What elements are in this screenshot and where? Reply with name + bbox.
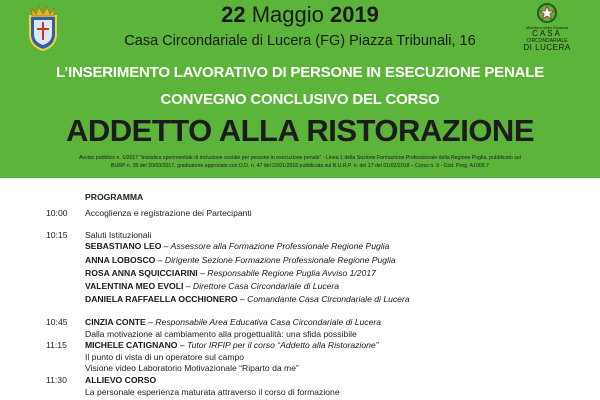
program-text: Il punto di vista di un operatore sul campo — [85, 352, 245, 362]
speaker-name: ANNA LOBOSCO — [85, 255, 156, 265]
program-text: Saluti Istituzionali — [85, 230, 152, 240]
speaker-name: ALLIEVO CORSO — [85, 375, 157, 385]
speaker-role: – Tutor IRFIP per il corso “Addetto alla Ristorazione” — [177, 340, 379, 350]
program-section — [0, 180, 600, 400]
program-time: 11:15 — [46, 340, 67, 350]
ministry-name: Ministero della Giustizia — [525, 25, 569, 30]
ministry-casa: CASA — [532, 29, 562, 38]
subtitle-line-2: CONVEGNO CONCLUSIVO DEL CORSO — [160, 91, 440, 108]
speaker-role: – Comandante Casa Circondariale di Lucera — [237, 294, 410, 304]
speaker-name: MICHELE CATIGNANO — [85, 340, 178, 350]
date-month: Maggio — [251, 2, 324, 27]
date-year: 2019 — [329, 2, 379, 27]
program-text: La personale esperienza maturata attraverso il corso di formazione — [85, 387, 340, 397]
notice-line-1: Avviso pubblico n. 1/2017 “Iniziativa sperimentale di inclusione sociale per persone in esecuzione penale” - Linea 1 della Sezione Formazione Professionale della Regione Puglia, pubblicato sul — [79, 155, 521, 161]
speaker-name: VALENTINA MEO EVOLI — [85, 281, 184, 291]
program-time: 11:30 — [46, 375, 67, 385]
speaker-name: ROSA ANNA SQUICCIARINI — [85, 268, 198, 278]
speaker-role: – Responsabile Regione Puglia Avviso 1/2017 — [197, 268, 376, 278]
speaker-name: DANIELA RAFFAELLA OCCHIONERO — [85, 294, 238, 304]
program-heading: PROGRAMMA — [85, 192, 144, 202]
speaker-role: – Direttore Casa Circondariale di Lucera — [183, 281, 340, 291]
program-time: 10:15 — [46, 230, 68, 240]
speaker-role: – Assessore alla Formazione Professionale Regione Puglia — [161, 241, 390, 251]
speaker-name: SEBASTIANO LEO — [85, 241, 162, 251]
event-header — [0, 0, 600, 178]
program-time: 10:45 — [46, 317, 68, 327]
event-venue: Casa Circondariale di Lucera (FG) Piazza Tribunali, 16 — [124, 33, 476, 49]
speaker-role: – Dirigente Sezione Formazione Professionale Regione Puglia — [155, 255, 396, 265]
ministry-circondariale: CIRCONDARIALE — [526, 38, 568, 44]
program-text: Accoglienza e registrazione dei Partecipanti — [85, 208, 252, 218]
subtitle-line-1: L’INSERIMENTO LAVORATIVO DI PERSONE IN ESECUZIONE PENALE — [55, 64, 545, 81]
event-date — [0, 2, 600, 28]
program-time: 10:00 — [46, 208, 68, 218]
program-text: Dalla motivazione al cambiamento alla progettualità: una sfida possibile — [85, 329, 357, 339]
course-title: ADDETTO ALLA RISTORAZIONE — [66, 113, 534, 148]
speaker-name: CINZIA CONTE — [85, 317, 146, 327]
program-text: Visione video Laboratorio Motivazionale “Riparto da me” — [85, 363, 299, 373]
date-day: 22 — [221, 2, 246, 27]
speaker-role: – Responsabile Area Educativa Casa Circondariale di Lucera — [145, 317, 381, 327]
funding-notice — [28, 155, 572, 170]
ministry-lucera: DI LUCERA — [523, 43, 571, 52]
notice-line-2: BURP n. 35 del 20/03/2017, graduatorie approvate con D.D. n. 47 del 22/01/2018 pubblicata sul B.U.R.P. n. del 17 del 01/02/2018 – Corso n. 9 - Cod. Prog. A1005.7 — [111, 162, 489, 169]
